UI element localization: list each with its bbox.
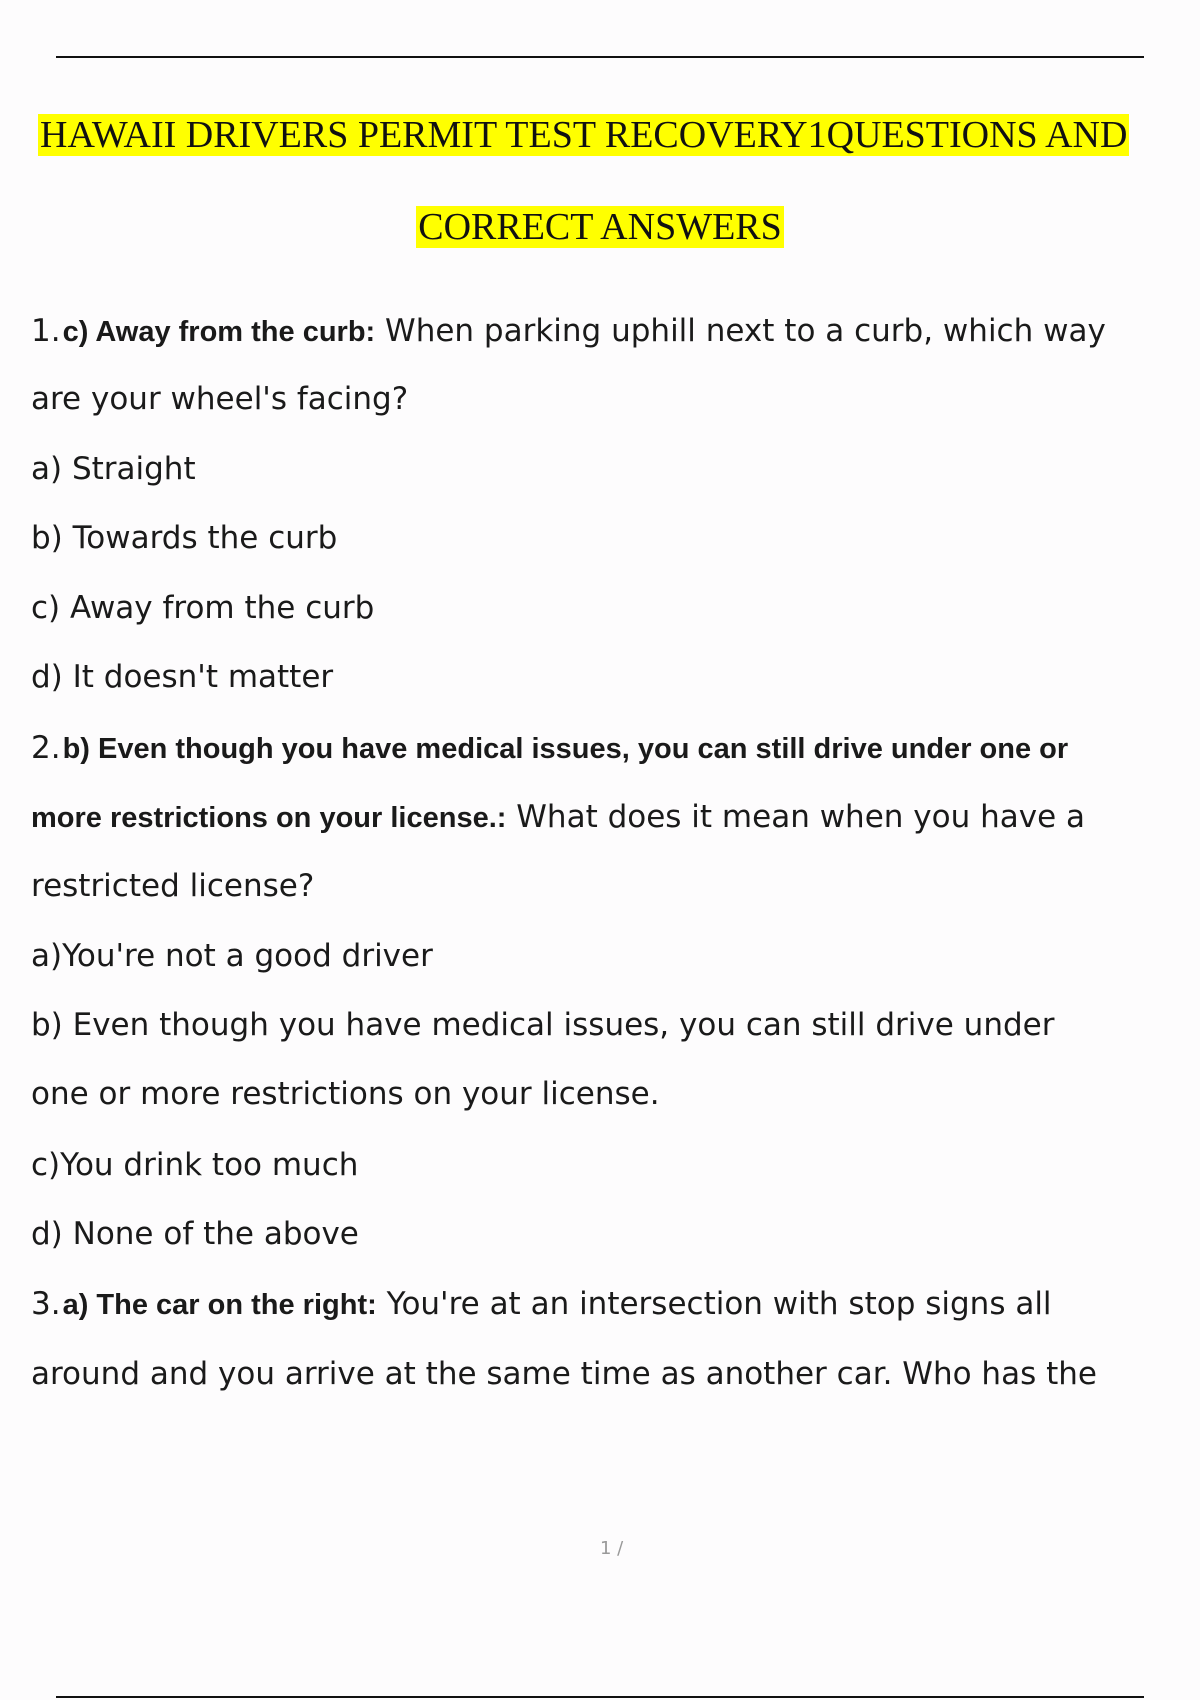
question-2-option-b: b) Even though you have medical issues, you can still drive under — [31, 1007, 1055, 1043]
question-2-option-a: a)You're not a good driver — [31, 938, 433, 974]
top-rule — [56, 56, 1144, 58]
question-1-option-b: b) Towards the curb — [31, 520, 338, 556]
question-2-option-d: d) None of the above — [31, 1216, 359, 1252]
question-3-text: around and you arrive at the same time as another car. Who has the — [31, 1356, 1097, 1392]
question-3-heading: 3.a) The car on the right: You're at an intersection with stop signs all — [31, 1286, 1052, 1322]
question-1-option-d: d) It doesn't matter — [31, 659, 334, 695]
question-2-option-b-cont: one or more restrictions on your license. — [31, 1076, 660, 1112]
document-title-line-2: CORRECT ANSWERS — [418, 206, 782, 248]
question-1-text: are your wheel's facing? — [31, 381, 409, 417]
question-1-option-c: c) Away from the curb — [31, 590, 375, 626]
question-2-option-c: c)You drink too much — [31, 1147, 359, 1183]
document-title-line-1: HAWAII DRIVERS PERMIT TEST RECOVERY1QUESTIONS AND — [40, 114, 1128, 156]
question-1-heading: 1.c) Away from the curb: When parking uphill next to a curb, which way — [31, 313, 1106, 349]
question-1-option-a: a) Straight — [31, 451, 196, 487]
bottom-rule — [56, 1696, 1144, 1698]
question-2-heading: 2.b) Even though you have medical issues, you can still drive under one or — [31, 730, 1069, 766]
question-2-text: restricted license? — [31, 868, 315, 904]
page-number: 1 / — [600, 1538, 624, 1559]
question-2-heading-cont: more restrictions on your license.: What does it mean when you have a — [31, 799, 1085, 835]
